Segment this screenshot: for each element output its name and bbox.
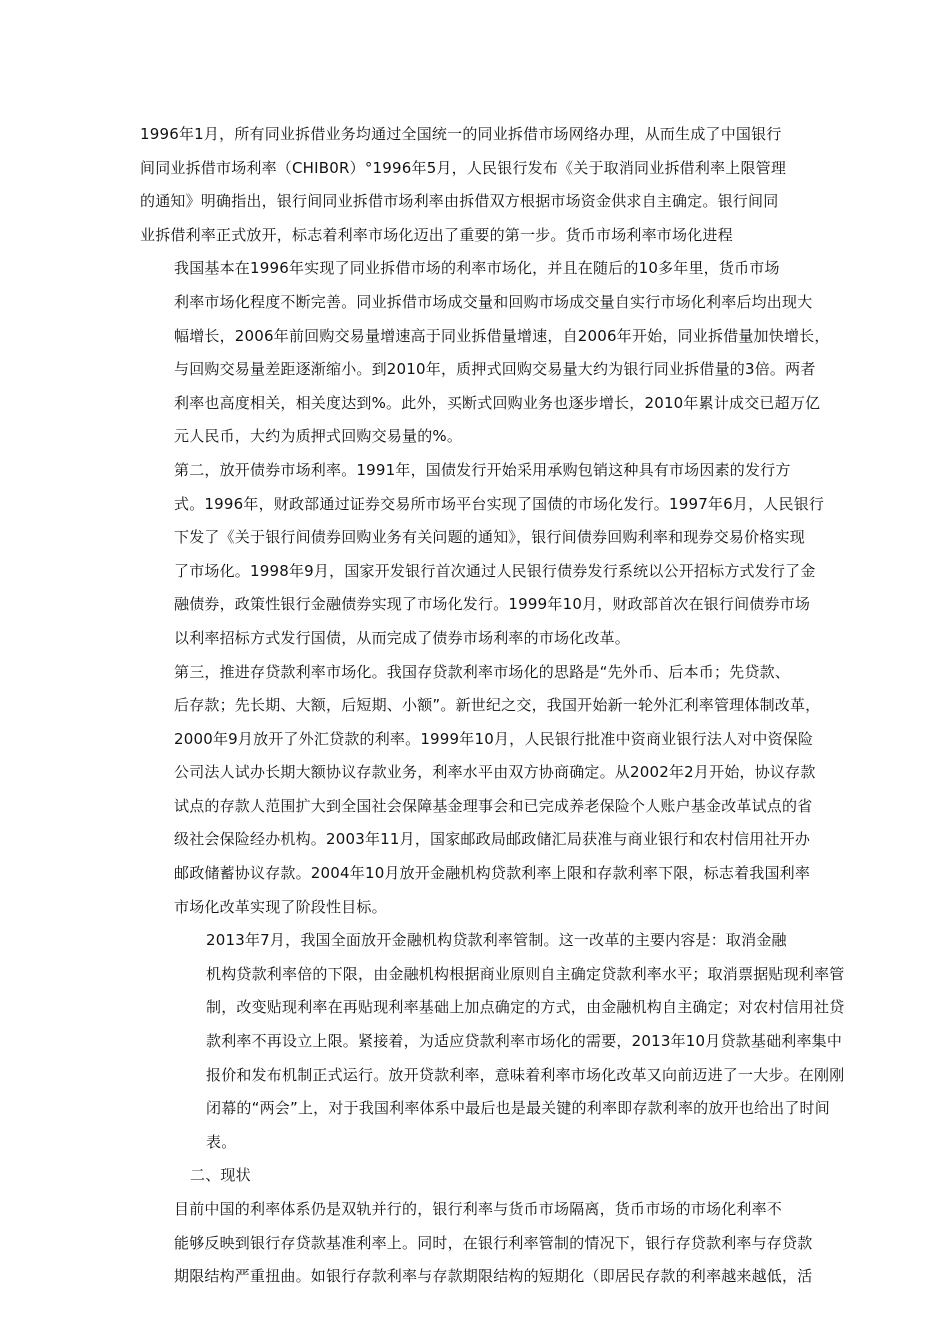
paragraph-2013-reform (140, 924, 845, 1159)
text-line: 2013年7月，我国全面放开金融机构贷款利率管制。这一改革的主要内容是：取消金融 (206, 931, 787, 950)
text-line: 融债券，政策性银行金融债券实现了市场化发行。1999年10月，财政部首次在银行间债券市场 (174, 595, 811, 614)
text-line: 邮政储蓄协议存款。2004年10月放开金融机构贷款利率上限和存款利率下限，标志着我国利率 (174, 864, 811, 883)
text-line: 表。 (206, 1132, 237, 1151)
text-line: 第二，放开债券市场利率。1991年，国债发行开始采用承购包销这种具有市场因素的发行方 (174, 460, 791, 479)
text-line: 式。1996年，财政部通过证券交易所市场平台实现了国债的市场化发行。1997年6月，人民银行 (174, 494, 825, 513)
paragraph-money-market (140, 252, 830, 454)
text-line: 与回购交易量差距逐渐缩小。到2010年，质押式回购交易量大约为银行同业拆借量的3倍。两者 (174, 360, 816, 379)
text-line: 闭幕的“两会”上，对于我国利率体系中最后也是最关键的利率即存款利率的放开也给出了时间 (206, 1099, 830, 1118)
text-line: 利率市场化程度不断完善。同业拆借市场成交量和回购市场成交量自实行市场化利率后均出现大 (174, 292, 813, 311)
text-line: 后存款；先长期、大额，后短期、小额”。新世纪之交，我国开始新一轮外汇利率管理体制改革， (174, 696, 821, 715)
text-line: 1996年1月，所有同业拆借业务均通过全国统一的同业拆借市场网络办理，从而生成了中国银行 (140, 125, 782, 143)
text-line: 幅增长，2006年前回购交易量增速高于同业拆借量增速，自2006年开始，同业拆借量加快增长， (174, 326, 830, 345)
text-line: 2000年9月放开了外汇贷款的利率。1999年10月，人民银行批准中资商业银行法人对中资保险 (174, 729, 814, 748)
text-line: 第三，推进存贷款利率市场化。我国存贷款利率市场化的思路是“先外币、后本币；先贷款、 (174, 662, 790, 681)
text-line: 元人民币，大约为质押式回购交易量的%。 (174, 427, 463, 446)
text-line: 制，改变贴现利率在再贴现利率基础上加点确定的方式，由金融机构自主确定；对农村信用社贷 (206, 998, 845, 1017)
paragraph-deposit-loan-rates (140, 656, 820, 925)
text-line: 以利率招标方式发行国债，从而完成了债券市场利率的市场化改革。 (174, 628, 631, 647)
text-line: 了市场化。1998年9月，国家开发银行首次通过人民银行债券发行系统以公开招标方式发行了金 (174, 561, 816, 580)
text-line: 公司法人试办长期大额协议存款业务，利率水平由双方协商确定。从2002年2月开始，协议存款 (174, 763, 816, 782)
paragraph-current-status (140, 1193, 820, 1294)
text-line: 我国基本在1996年实现了同业拆借市场的利率市场化，并且在随后的10多年里，货币市场 (174, 259, 780, 278)
text-line: 期限结构严重扭曲。如银行存款利率与存款期限结构的短期化（即居民存款的利率越来越低，活 (174, 1267, 813, 1286)
section-heading-text: 二、现状 (190, 1166, 251, 1185)
text-line: 业拆借利率正式放开，标志着利率市场化迈出了重要的第一步。货币市场利率市场化进程 (140, 225, 733, 244)
text-line: 机构贷款利率倍的下限，由金融机构根据商业原则自主确定贷款利率水平；取消票据贴现利率管 (206, 964, 845, 983)
text-line: 市场化改革实现了阶段性目标。 (174, 897, 387, 916)
text-line: 的通知》明确指出，银行间同业拆借市场利率由拆借双方根据市场资金供求自主确定。银行间同 (140, 192, 779, 211)
text-line: 间同业拆借市场利率（CHIB0R）°1996年5月，人民银行发布《关于取消同业拆借利率上限管理 (140, 158, 787, 177)
text-line: 试点的存款人范围扩大到全国社会保障基金理事会和已完成养老保险个人账户基金改革试点的省 (174, 796, 813, 815)
text-line: 能够反映到银行存贷款基准利率上。同时，在银行利率管制的情况下，银行存贷款利率与存贷款 (174, 1233, 813, 1252)
text-line: 报价和发布机制正式运行。放开贷款利率，意味着利率市场化改革又向前迈进了一大步。在刚刚 (206, 1065, 845, 1084)
document-page (140, 118, 845, 1294)
text-line: 利率也高度相关，相关度达到%。此外，买断式回购业务也逐步增长，2010年累计成交已超万亿 (174, 393, 821, 412)
text-line: 级社会保险经办机构。2003年11月，国家邮政局邮政储汇局获准与商业银行和农村信用社开办 (174, 830, 811, 849)
paragraph-interbank-lending-1996 (140, 118, 820, 252)
text-line: 款利率不再设立上限。紧接着，为适应贷款利率市场化的需要，2013年10月贷款基础利率集中 (206, 1032, 843, 1051)
text-line: 目前中国的利率体系仍是双轨并行的，银行利率与货币市场隔离，货币市场的市场化利率不 (174, 1200, 783, 1218)
paragraph-bond-market (140, 454, 825, 656)
section-heading-status (140, 1159, 820, 1193)
text-line: 下发了《关于银行间债券回购业务有关问题的通知》，银行间债券回购利率和现券交易价格实现 (174, 528, 805, 547)
